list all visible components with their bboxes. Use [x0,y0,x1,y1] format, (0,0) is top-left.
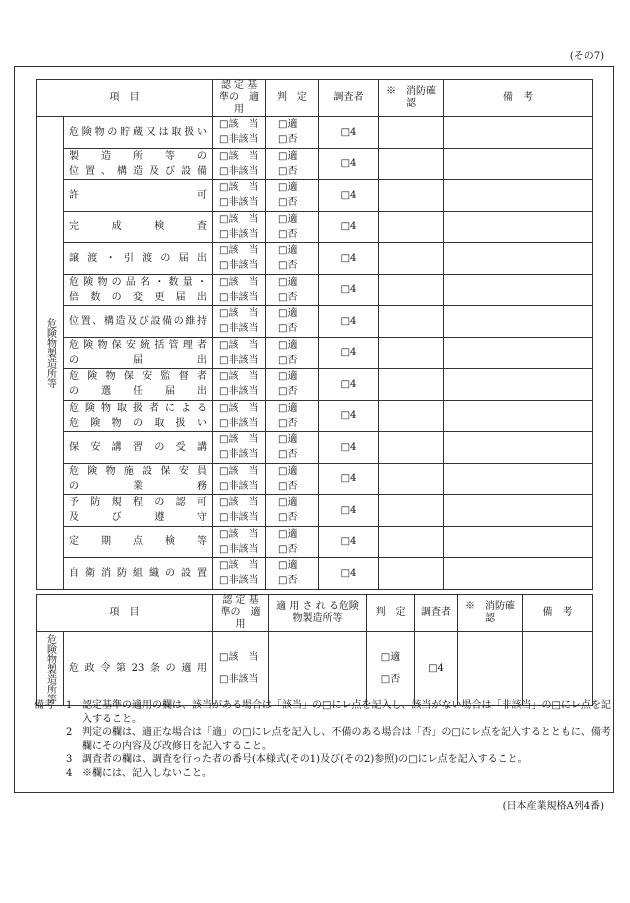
ok-checkbox[interactable]: □適 [278,150,298,162]
applies-checkbox[interactable]: □該 当 [219,213,259,225]
t2-not-applies-checkbox[interactable]: □非該当 [219,673,259,685]
inspector-checkbox[interactable]: □4 [319,432,379,464]
notes-section [34,699,614,780]
table-row [37,180,593,212]
note-item [34,753,614,767]
table-row [37,243,593,275]
not-applies-checkbox[interactable]: □非該当 [219,165,259,177]
inspector-checkbox[interactable]: □4 [319,117,379,149]
header-item: 項 目 [37,80,213,117]
criteria-cell [213,306,266,338]
fire-check-cell [379,558,444,590]
judgement-cell [266,495,319,527]
note-text: 調査者の欄は、調査を行った者の番号(本様式(その1)及び(その2)参照)の□にレ点を記入すること。 [82,754,528,765]
not-applies-checkbox[interactable]: □非該当 [219,260,259,272]
judgement-cell [266,337,319,369]
fire-check-cell [379,211,444,243]
criteria-cell [213,495,266,527]
table-row [37,148,593,180]
ok-checkbox[interactable]: □適 [278,560,298,572]
inspector-checkbox[interactable]: □4 [319,243,379,275]
note-text: ※欄には、記入しないこと。 [82,767,212,779]
note-item [34,726,614,753]
item-label: 譲渡・引渡の届出 [64,243,213,275]
remarks-cell[interactable] [444,432,593,464]
inspector-checkbox[interactable]: □4 [319,400,379,432]
t2-applicable-facility-cell[interactable] [269,632,367,706]
ok-checkbox[interactable]: □適 [278,434,298,446]
note-item [34,699,614,726]
header-criteria: 認 定 基 準の 適 用 [213,80,266,117]
criteria-cell [213,558,266,590]
ng-checkbox[interactable]: □否 [278,134,298,146]
table-row [37,400,593,432]
judgement-cell [266,211,319,243]
not-applies-checkbox[interactable]: □非該当 [219,449,259,461]
judgement-cell [266,148,319,180]
inspector-checkbox[interactable]: □4 [319,495,379,527]
inspector-checkbox[interactable]: □4 [319,337,379,369]
t2-ng-checkbox[interactable]: □否 [380,673,401,685]
judgement-cell [266,117,319,149]
header-remarks: 備 考 [444,80,593,117]
remarks-cell[interactable] [444,148,593,180]
item-label: 危険物保安統括管理者 の 届 出 [64,337,213,369]
criteria-cell [213,463,266,495]
criteria-cell [213,274,266,306]
table-row [37,432,593,464]
criteria-cell [213,180,266,212]
item-label: 危険物保安監督者 の 選 任 届 出 [64,369,213,401]
ok-checkbox[interactable]: □適 [278,371,298,383]
applies-checkbox[interactable]: □該 当 [219,497,259,509]
criteria-cell [213,148,266,180]
inspector-checkbox[interactable]: □4 [319,558,379,590]
table-row [37,211,593,243]
page-label: (その7) [569,51,604,62]
fire-check-cell [379,432,444,464]
fire-check-cell [379,117,444,149]
criteria-cell [213,337,266,369]
ok-checkbox[interactable]: □適 [278,119,298,131]
judgement-cell [266,274,319,306]
ng-checkbox[interactable]: □否 [278,480,298,492]
item-label: 許 可 [64,180,213,212]
fire-check-cell [379,148,444,180]
criteria-cell [213,400,266,432]
ng-checkbox[interactable]: □否 [278,197,298,209]
remarks-cell[interactable] [444,117,593,149]
item-label: 危険物の品名・数量・ 倍数の変更届出 [64,274,213,306]
applies-checkbox[interactable]: □該 当 [219,276,259,288]
ok-checkbox[interactable]: □適 [278,497,298,509]
jis-footer: (日本産業規格A列4番) [502,801,604,812]
ng-checkbox[interactable]: □否 [278,417,298,429]
t2-applies-checkbox[interactable]: □該 当 [219,651,259,663]
t2-header-item: 項 目 [37,595,213,632]
header-fire-check: ※ 消防確認 [379,80,444,117]
t2-category-label: 危険物製造所等 [37,632,64,706]
ok-checkbox[interactable]: □適 [278,308,298,320]
not-applies-checkbox[interactable]: □非該当 [219,228,259,240]
article23-table [36,594,593,706]
ok-checkbox[interactable]: □適 [278,339,298,351]
not-applies-checkbox[interactable]: □非該当 [219,134,259,146]
ng-checkbox[interactable]: □否 [278,449,298,461]
t2-ok-checkbox[interactable]: □適 [380,651,401,663]
judgement-cell [266,463,319,495]
applies-checkbox[interactable]: □該 当 [219,150,259,162]
not-applies-checkbox[interactable]: □非該当 [219,575,259,587]
t2-judgement-cell [367,632,415,706]
remarks-cell[interactable] [444,558,593,590]
judgement-cell [266,306,319,338]
remarks-cell[interactable] [444,495,593,527]
applies-checkbox[interactable]: □該 当 [219,465,259,477]
table-row [37,558,593,590]
judgement-cell [266,526,319,558]
criteria-cell [213,526,266,558]
ng-checkbox[interactable]: □否 [278,386,298,398]
item-label: 製 造 所 等 の 位置、構造及び設備 [64,148,213,180]
t2-remarks-cell[interactable] [523,632,593,706]
note-number: 1 [66,700,73,711]
table-row [37,117,593,149]
fire-check-cell [379,400,444,432]
ok-checkbox[interactable]: □適 [278,213,298,225]
fire-check-cell [379,243,444,275]
table-row [37,495,593,527]
ok-checkbox[interactable]: □適 [278,465,298,477]
remarks-cell[interactable] [444,400,593,432]
t2-header-remarks: 備 考 [523,595,593,632]
judgement-cell [266,400,319,432]
applies-checkbox[interactable]: □該 当 [219,434,259,446]
note-number: 2 [66,727,73,738]
table-row [37,274,593,306]
item-label: 完 成 検 査 [64,211,213,243]
fire-check-cell [379,274,444,306]
not-applies-checkbox[interactable]: □非該当 [219,543,259,555]
fire-check-cell [379,306,444,338]
t2-inspector-checkbox[interactable]: □4 [415,632,458,706]
table-row [37,526,593,558]
ng-checkbox[interactable]: □否 [278,354,298,366]
inspector-checkbox[interactable]: □4 [319,211,379,243]
not-applies-checkbox[interactable]: □非該当 [219,323,259,335]
applies-checkbox[interactable]: □該 当 [219,560,259,572]
item-label: 予防規程の認可 及 び 遵 守 [64,495,213,527]
ng-checkbox[interactable]: □否 [278,165,298,177]
t2-header-applicable-facility: 適 用 さ れ る危険物製造所等 [269,595,367,632]
table-row [37,463,593,495]
ng-checkbox[interactable]: □否 [278,323,298,335]
ok-checkbox[interactable]: □適 [278,182,298,194]
remarks-cell[interactable] [444,211,593,243]
note-text: 判定の欄は、適正な場合は「適」の□にレ点を記入し、不備のある場合は「否」の□にレ点を記入するとともに、備考欄にその内容及び改修日を記入すること。 [82,727,611,752]
not-applies-checkbox[interactable]: □非該当 [219,512,259,524]
item-label: 定 期 点 検 等 [64,526,213,558]
applies-checkbox[interactable]: □該 当 [219,182,259,194]
note-item [34,767,614,781]
item-label: 危険物施設保安員 の 業 務 [64,463,213,495]
remarks-cell[interactable] [444,306,593,338]
t2-item-label: 危政令第23条の適用 [64,632,213,706]
remarks-cell[interactable] [444,463,593,495]
fire-check-cell [379,526,444,558]
criteria-cell [213,369,266,401]
remarks-cell[interactable] [444,337,593,369]
ng-checkbox[interactable]: □否 [278,543,298,555]
item-label: 自衛消防組織の設置 [64,558,213,590]
criteria-cell [213,211,266,243]
fire-check-cell [379,337,444,369]
judgement-cell [266,180,319,212]
remarks-cell[interactable] [444,526,593,558]
item-label: 保安講習の受講 [64,432,213,464]
applies-checkbox[interactable]: □該 当 [219,245,259,257]
inspector-checkbox[interactable]: □4 [319,526,379,558]
t2-header-inspector: 調査者 [415,595,458,632]
table-row [37,306,593,338]
applies-checkbox[interactable]: □該 当 [219,371,259,383]
remarks-cell[interactable] [444,243,593,275]
applies-checkbox[interactable]: □該 当 [219,308,259,320]
ng-checkbox[interactable]: □否 [278,228,298,240]
t2-criteria-cell [213,632,269,706]
not-applies-checkbox[interactable]: □非該当 [219,197,259,209]
ok-checkbox[interactable]: □適 [278,276,298,288]
remarks-cell[interactable] [444,180,593,212]
note-number: 4 [66,767,73,779]
applies-checkbox[interactable]: □該 当 [219,339,259,351]
ng-checkbox[interactable]: □否 [278,260,298,272]
ok-checkbox[interactable]: □適 [278,245,298,257]
applies-checkbox[interactable]: □該 当 [219,528,259,540]
ng-checkbox[interactable]: □否 [278,512,298,524]
inspector-checkbox[interactable]: □4 [319,274,379,306]
item-label: 危険物取扱者による 危険物の取扱い [64,400,213,432]
inspector-checkbox[interactable]: □4 [319,369,379,401]
t2-header-fire-check: ※ 消防確認 [458,595,523,632]
applies-checkbox[interactable]: □該 当 [219,119,259,131]
note-text: 認定基準の適用の欄は、該当がある場合は「該当」の□にレ点を記入し、該当がない場合は「非該当」の□にレ点を記入すること。 [82,700,611,725]
inspector-checkbox[interactable]: □4 [319,306,379,338]
note-number: 3 [66,754,73,765]
judgement-cell [266,432,319,464]
header-inspector: 調査者 [319,80,379,117]
inspector-checkbox[interactable]: □4 [319,463,379,495]
t2-header-judgement: 判 定 [367,595,415,632]
not-applies-checkbox[interactable]: □非該当 [219,354,259,366]
table-row [37,337,593,369]
inspector-checkbox[interactable]: □4 [319,180,379,212]
not-applies-checkbox[interactable]: □非該当 [219,417,259,429]
fire-check-cell [379,495,444,527]
inspector-checkbox[interactable]: □4 [319,148,379,180]
criteria-cell [213,243,266,275]
judgement-cell [266,369,319,401]
not-applies-checkbox[interactable]: □非該当 [219,291,259,303]
inspection-table [36,79,593,590]
fire-check-cell [379,463,444,495]
ng-checkbox[interactable]: □否 [278,291,298,303]
judgement-cell [266,243,319,275]
table-row [37,369,593,401]
ok-checkbox[interactable]: □適 [278,528,298,540]
criteria-cell [213,432,266,464]
fire-check-cell [379,369,444,401]
applies-checkbox[interactable]: □該 当 [219,402,259,414]
ng-checkbox[interactable]: □否 [278,575,298,587]
item-label: 危険物の貯蔵又は取扱い [64,117,213,149]
fire-check-cell [379,180,444,212]
not-applies-checkbox[interactable]: □非該当 [219,386,259,398]
criteria-cell [213,117,266,149]
judgement-cell [266,558,319,590]
t2-header-criteria: 認 定 基 準の 適 用 [213,595,269,632]
not-applies-checkbox[interactable]: □非該当 [219,480,259,492]
t2-fire-check-cell [458,632,523,706]
ok-checkbox[interactable]: □適 [278,402,298,414]
remarks-cell[interactable] [444,274,593,306]
notes-lead: 備考 [34,700,54,711]
remarks-cell[interactable] [444,369,593,401]
item-label: 位置、構造及び設備の維持 [64,306,213,338]
header-judgement: 判 定 [266,80,319,117]
category-label: 危険物製造所等 [37,117,64,590]
